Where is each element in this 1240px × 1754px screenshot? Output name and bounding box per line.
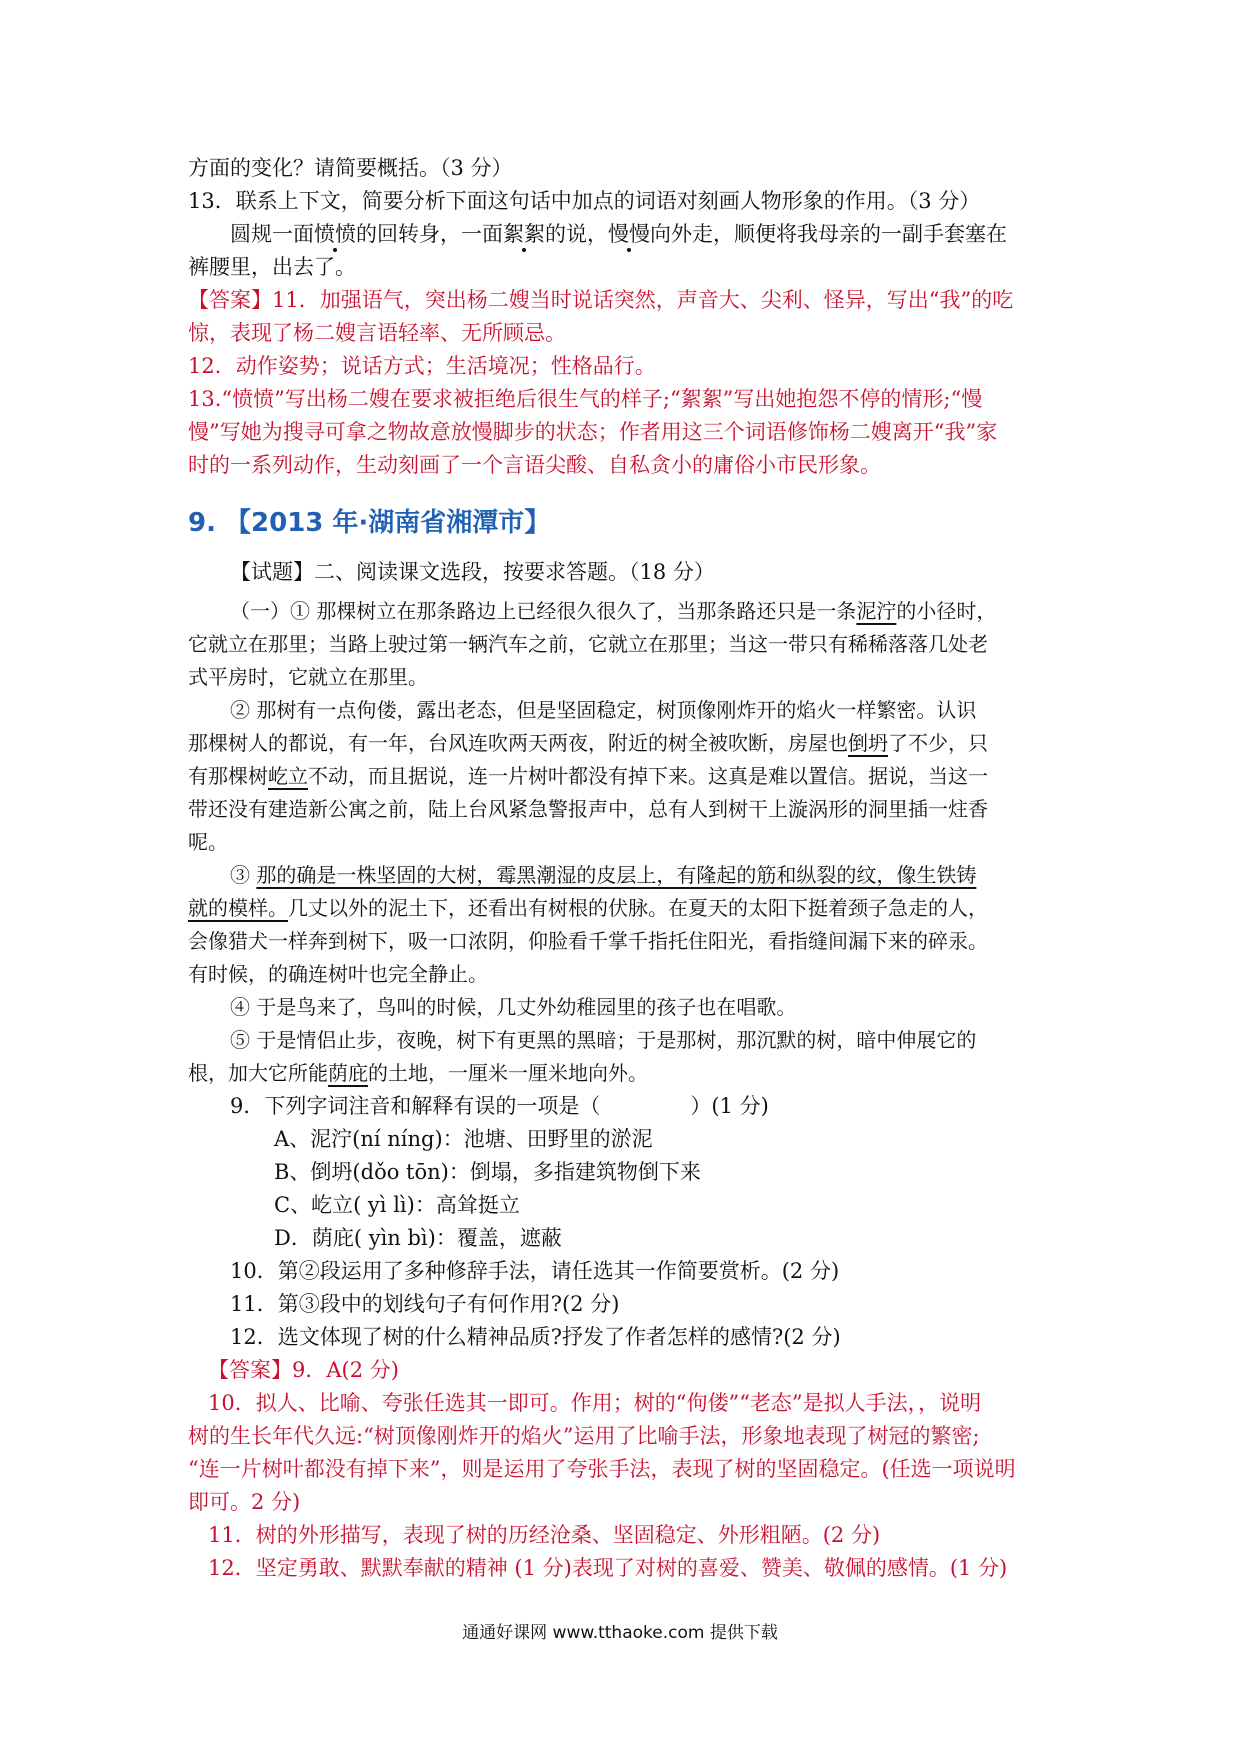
answer-10-line1: 10．拟人、比喻、夸张任选其一即可。作用；树的“佝偻”“老态”是拟人手法，，说明 <box>208 1391 982 1415</box>
passage-p1-line1 <box>188 595 1056 628</box>
quote-text: 的回转身，一面 <box>356 222 503 246</box>
passage-text: 的土地，一厘米一厘米地向外。 <box>368 1061 648 1085</box>
passage-text: 的小径时， <box>896 599 997 623</box>
document-body <box>188 152 1056 1585</box>
passage-p5-line2 <box>188 1057 1056 1090</box>
passage-p1-line3: 式平房时，它就立在那里。 <box>188 665 428 689</box>
question-11: 11．第③段中的划线句子有何作用?(2 分) <box>230 1292 620 1316</box>
passage-p1-line2: 它就立在那里；当路上驶过第一辆汽车之前，它就立在那里；当这一带只有稀稀落落几处老 <box>188 632 988 656</box>
passage-p5-line1: ⑤ 于是情侣止步，夜晚，树下有更黑的黑暗；于是那树，那沉默的树，暗中伸展它的 <box>230 1028 977 1052</box>
passage-p3-line2 <box>188 892 1056 925</box>
question-text: 9．下列字词注音和解释有误的一项是（ <box>230 1094 601 1118</box>
answer-text: 11．加强语气，突出杨二嫂当时说话突然，声音大、尖利、怪异，写出“我”的吃 <box>272 288 1014 312</box>
passage-p2-line1: ② 那树有一点佝偻，露出老态，但是坚固稳定，树顶像刚炸开的焰火一样繁密。认识 <box>230 698 977 722</box>
passage-p3-line3: 会像猎犬一样奔到树下，吸一口浓阴，仰脸看千掌千指托住阳光，看指缝间漏下来的碎汞。 <box>188 929 988 953</box>
passage-text: 几丈以外的泥土下，还看出有树根的伏脉。在夏天的太阳下挺着颈子急走的人， <box>288 896 988 920</box>
answer-10-line2: 树的生长年代久远:“树顶像刚炸开的焰火”运用了比喻手法，形象地表现了树冠的繁密; <box>188 1424 980 1448</box>
underlined-word-yili: 屹立 <box>268 764 308 788</box>
question-13-quote <box>188 218 1056 251</box>
passage-text: 有那棵树 <box>188 764 268 788</box>
test-prompt: 【试题】二、阅读课文选段，按要求答题。（18 分） <box>230 560 715 584</box>
passage-p2-line2 <box>188 727 1056 760</box>
question-13-quote-line2: 裤腰里，出去了。 <box>188 255 356 279</box>
passage-text: （一）① 那棵树立在那条路边上已经很久很久了，当那条路还只是一条 <box>230 599 857 623</box>
answer-11-line1 <box>188 284 1056 317</box>
question-13: 13．联系上下文，简要分析下面这句话中加点的词语对刻画人物形象的作用。（3 分） <box>188 189 981 213</box>
quote-text: 向外走，顺便将我母亲的一副手套塞在 <box>650 222 1007 246</box>
underlined-word-yinbi: 荫庇 <box>328 1061 368 1085</box>
underlined-word-ningning: 泥泞 <box>856 599 897 623</box>
underlined-sentence: 那的确是一株坚固的大树，霉黑潮湿的皮层上，有隆起的筋和纵裂的纹，像生铁铸 <box>256 863 977 887</box>
dotted-word-manman: 慢慢 <box>608 222 650 246</box>
passage-text: 不动，而且据说，连一片树叶都没有掉下来。这真是难以置信。据说，当这一 <box>308 764 988 788</box>
passage-p2-line3 <box>188 760 1056 793</box>
option-c: C、屹立( yì lì)：高耸挺立 <box>274 1193 520 1217</box>
passage-p2-line4: 带还没有建造新公寓之前，陆上台风紧急警报声中，总有人到树干上漩涡形的洞里插一炷香 <box>188 797 988 821</box>
section-heading: 9. 【2013 年·湖南省湘潭市】 <box>188 508 551 538</box>
passage-p2-line5: 呢。 <box>188 830 228 854</box>
dotted-word-fenfen: 愤愤 <box>314 222 356 246</box>
passage-text: 了不少，只 <box>888 731 988 755</box>
answer-12: 12．坚定勇敢、默默奉献的精神 (1 分)表现了对树的喜爱、赞美、敬佩的感情。(1 分) <box>208 1556 1008 1580</box>
question-12: 12．选文体现了树的什么精神品质?抒发了作者怎样的感情?(2 分) <box>230 1325 841 1349</box>
underlined-sentence-end: 就的模样。 <box>188 896 288 920</box>
answer-label: 【答案】 <box>188 288 272 312</box>
answer-13-line3: 时的一系列动作，生动刻画了一个言语尖酸、自私贪小的庸俗小市民形象。 <box>188 453 881 477</box>
underlined-word-daotan: 倒坍 <box>848 731 888 755</box>
answer-11: 11．树的外形描写，表现了树的历经沧桑、坚固稳定、外形粗陋。(2 分) <box>208 1523 881 1547</box>
option-a: A、泥泞(ní níng)：池塘、田野里的淤泥 <box>274 1127 653 1151</box>
answer-10-line4: 即可。2 分) <box>188 1490 301 1514</box>
question-9 <box>188 1090 1056 1123</box>
answer-13-line1: 13.“愤愤”写出杨二嫂在要求被拒绝后很生气的样子;“絮絮”写出她抱怨不停的情形;“慢 <box>188 387 983 411</box>
answer-9 <box>188 1354 1056 1387</box>
passage-p3-line4: 有时候，的确连树叶也完全静止。 <box>188 962 488 986</box>
passage-text: 那棵树人的都说，有一年，台风连吹两天两夜，附近的树全被吹断，房屋也 <box>188 731 848 755</box>
quote-text: 圆规一面 <box>230 222 314 246</box>
option-b: B、倒坍(dǒo tōn)：倒塌，多指建筑物倒下来 <box>274 1160 701 1184</box>
question-12-tail: 方面的变化？请简要概括。（3 分） <box>188 156 513 180</box>
answer-13-line2: 慢”写她为搜寻可拿之物故意放慢脚步的状态；作者用这三个词语修饰杨二嫂离开“我”家 <box>188 420 998 444</box>
dotted-word-xuxu: 絮絮 <box>503 222 545 246</box>
quote-text: 的说， <box>545 222 608 246</box>
answer-11-line2: 惊，表现了杨二嫂言语轻率、无所顾忌。 <box>188 321 566 345</box>
answer-12: 12．动作姿势；说话方式；生活境况；性格品行。 <box>188 354 656 378</box>
answer-label: 【答案】 <box>208 1358 292 1382</box>
question-text: ）(1 分) <box>690 1094 769 1118</box>
passage-p4: ④ 于是鸟来了，鸟叫的时候，几丈外幼稚园里的孩子也在唱歌。 <box>230 995 797 1019</box>
passage-p3-line1 <box>188 859 1056 892</box>
answer-10-line3: “连一片树叶都没有掉下来”，则是运用了夸张手法，表现了树的坚固稳定。(任选一项说明 <box>188 1457 1016 1481</box>
passage-text: ③ <box>230 863 257 887</box>
page-footer: 通通好课网 www.tthaoke.com 提供下载 <box>462 1623 778 1643</box>
question-10: 10．第②段运用了多种修辞手法，请任选其一作简要赏析。(2 分) <box>230 1259 840 1283</box>
answer-text: 9．A(2 分) <box>292 1358 399 1382</box>
passage-text: 根，加大它所能 <box>188 1061 328 1085</box>
option-d: D．荫庇( yìn bì)：覆盖，遮蔽 <box>274 1226 562 1250</box>
